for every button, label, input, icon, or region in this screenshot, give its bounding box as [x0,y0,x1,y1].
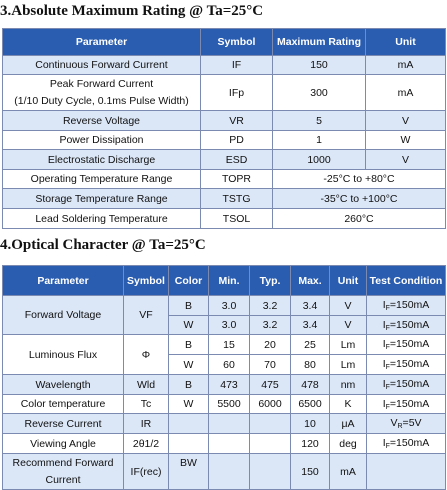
param-cell: Continuous Forward Current [3,56,201,75]
min-cell [209,454,250,490]
rating-cell: 260°C [273,209,446,229]
typ-cell: 6000 [250,395,291,414]
header-unit: Unit [330,266,367,296]
color-cell: W [169,395,209,414]
header-test-condition: Test Condition [367,266,446,296]
unit-cell: K [330,395,367,414]
cond-subscript: F [385,364,390,371]
rating-cell: 300 [273,75,366,111]
rating-cell: 5 [273,111,366,131]
cond-equals: = [389,318,397,331]
header-symbol: Symbol [124,266,169,296]
param-cell: Storage Temperature Range [3,189,201,209]
absolute-max-table [2,28,446,229]
table-header-row [3,266,446,296]
typ-cell: 3.2 [250,296,291,316]
param-cell: Reverse Voltage [3,111,201,131]
min-cell: 473 [209,375,250,395]
param-sub: (1/10 Duty Cycle, 0.1ms Pulse Width) [14,94,189,107]
cond-value: 150mA [396,378,430,390]
cond-value: 5V [408,417,422,429]
max-cell: 478 [291,375,330,395]
symbol-cell: Tc [124,395,169,414]
rating-cell: 150 [273,56,366,75]
cond-symbol: I [382,318,386,331]
symbol-cell: IFp [201,75,273,111]
symbol-cell: Wld [124,375,169,395]
cond-symbol: I [382,338,386,350]
param-cell: Color temperature [3,395,124,414]
param-cell: Lead Soldering Temperature [3,209,201,229]
max-cell: 150 [291,454,330,490]
typ-cell: 20 [250,335,291,355]
condition-cell [367,335,446,355]
condition-cell [367,395,446,414]
cond-symbol: I [382,358,386,370]
table-row [3,375,446,395]
table-row [3,189,446,209]
condition-cell [367,434,446,454]
header-unit: Unit [366,29,446,56]
param-main: Peak Forward Current [49,77,154,90]
param-cell: Operating Temperature Range [3,170,201,189]
cond-value: 150mA [396,318,430,331]
unit-cell: V [330,296,367,316]
param-cell: Viewing Angle [3,434,124,454]
table-row [3,395,446,414]
unit-cell: mA [366,75,446,111]
cond-subscript: R [397,423,403,430]
cond-equals: = [389,397,397,410]
condition-cell [367,355,446,375]
cond-symbol: I [382,397,386,410]
typ-cell [250,434,291,454]
max-cell: 25 [291,335,330,355]
color-cell: W [169,355,209,375]
header-symbol: Symbol [201,29,273,56]
condition-cell [367,414,446,434]
param-cell: Power Dissipation [3,131,201,150]
typ-cell: 475 [250,375,291,395]
max-cell: 3.4 [291,296,330,316]
min-cell [209,434,250,454]
rating-cell: 1000 [273,150,366,170]
cond-subscript: F [385,305,390,312]
min-cell: 60 [209,355,250,375]
condition-cell [367,454,446,490]
min-cell: 5500 [209,395,250,414]
color-cell: BW [169,454,209,490]
max-cell: 120 [291,434,330,454]
table-row [3,75,446,111]
symbol-cell: Φ [124,335,169,375]
min-cell: 3.0 [209,296,250,316]
symbol-cell: PD [201,131,273,150]
color-cell: B [169,375,209,395]
symbol-cell: IF [201,56,273,75]
param-cell: Recommend Forward Current [3,454,124,490]
cond-value: 150mA [396,397,430,410]
table-row [3,335,446,355]
cond-equals: = [389,338,397,350]
table-row [3,209,446,229]
color-cell: W [169,316,209,335]
cond-symbol: I [382,437,386,449]
cond-equals: = [389,358,397,370]
optical-character-table [2,265,446,490]
symbol-cell: TSOL [201,209,273,229]
param-cell: Forward Voltage [3,296,124,335]
symbol-cell: TSTG [201,189,273,209]
symbol-cell: 2θ1/2 [124,434,169,454]
table-row [3,150,446,170]
max-cell: 10 [291,414,330,434]
symbol-cell: IF(rec) [124,454,169,490]
condition-cell [367,375,446,395]
unit-cell: V [366,150,446,170]
condition-cell [367,316,446,335]
unit-cell: mA [366,56,446,75]
symbol-cell: IR [124,414,169,434]
cond-value: 150mA [396,299,430,311]
unit-cell: Lm [330,355,367,375]
cond-subscript: F [385,324,390,332]
unit-cell: nm [330,375,367,395]
cond-equals: = [389,378,397,390]
section3-title: 3.Absolute Maximum Rating @ Ta=25°C [0,3,264,19]
header-parameter: Parameter [3,29,201,56]
max-cell: 80 [291,355,330,375]
table-row [3,170,446,189]
table-header-row [3,29,446,56]
header-color: Color [169,266,209,296]
header-maximum-rating: Maximum Rating [273,29,366,56]
typ-cell: 70 [250,355,291,375]
cond-symbol: I [382,378,386,390]
min-cell: 15 [209,335,250,355]
symbol-cell: VF [124,296,169,335]
cond-equals: = [389,437,397,449]
cond-equals: = [402,417,409,429]
max-cell: 6500 [291,395,330,414]
cond-subscript: F [385,403,390,411]
table-row [3,296,446,316]
color-cell [169,414,209,434]
max-cell: 3.4 [291,316,330,335]
table-row [3,414,446,434]
unit-cell: mA [330,454,367,490]
typ-cell [250,454,291,490]
param-cell: Reverse Current [3,414,124,434]
rating-cell: 1 [273,131,366,150]
param-cell: Electrostatic Discharge [3,150,201,170]
symbol-cell: VR [201,111,273,131]
rating-cell: -25°C to +80°C [273,170,446,189]
cond-subscript: F [385,443,390,450]
unit-cell: W [366,131,446,150]
unit-cell: V [366,111,446,131]
typ-cell: 3.2 [250,316,291,335]
param-cell: Luminous Flux [3,335,124,375]
unit-cell: deg [330,434,367,454]
color-cell: B [169,335,209,355]
header-parameter: Parameter [3,266,124,296]
min-cell: 3.0 [209,316,250,335]
header-typ: Typ. [250,266,291,296]
color-cell: B [169,296,209,316]
min-cell [209,414,250,434]
table-row [3,56,446,75]
cond-value: 150mA [396,437,430,449]
unit-cell: V [330,316,367,335]
condition-cell [367,296,446,316]
table-row [3,434,446,454]
cond-equals: = [389,299,397,311]
header-min: Min. [209,266,250,296]
table-row [3,454,446,490]
param-cell [3,75,201,111]
table-row [3,131,446,150]
cond-symbol: V [390,417,398,429]
symbol-cell: TOPR [201,170,273,189]
cond-subscript: F [385,384,390,391]
cond-symbol: I [382,299,386,311]
table-row [3,111,446,131]
unit-cell: Lm [330,335,367,355]
cond-value: 150mA [396,338,430,350]
section4-title: 4.Optical Character @ Ta=25°C [0,237,206,253]
symbol-cell: ESD [201,150,273,170]
param-cell: Wavelength [3,375,124,395]
cond-subscript: F [385,344,390,351]
rating-cell: -35°C to +100°C [273,189,446,209]
typ-cell [250,414,291,434]
header-max: Max. [291,266,330,296]
unit-cell: μA [330,414,367,434]
cond-value: 150mA [396,358,430,370]
color-cell [169,434,209,454]
